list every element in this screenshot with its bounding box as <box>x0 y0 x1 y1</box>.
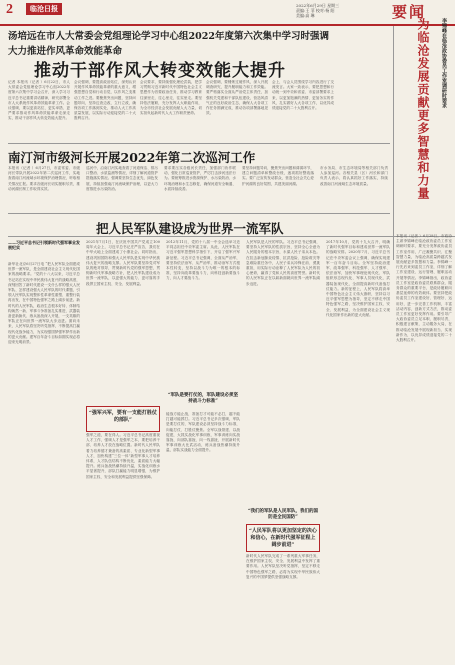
story3-col-3b: 能战方能止战，准备打才可能不必打，越不能打越可能挨打。习近平总书记多次强调，军队是要打仗的，军队建设必须坚持战斗力标准，向能打仗、打胜仗聚焦。全军以战领建、以战促建，大抓实战化军事训练，军事训练向实战靠拢、向部队靠拢、向一线靠拢，开展新时代军事训练大比武活动，练兵备战热潮持续升温，部队实战能力全面提升。 <box>166 412 240 453</box>
story3-col-3: 2012年11月，党的十八届一中全会选举习近平同志担任中央军委主席。从此，人民军队在习近平强军思想科学指引下，开启了强军兴军新征程。习近平总书记强调，全面从严治军，要坚持依法治军、从严治军，推动治军方式根本性转变，坚持以战斗力为唯一的根本的标准，坚持向改革要战斗力，向科技创新要战斗力，向人才要战斗力。 <box>166 240 240 281</box>
story3-headline: 把人民军队建设成为世界一流军队 <box>96 221 284 236</box>
divider <box>8 236 455 237</box>
story2-col-4: 要坚持问题导向，聚焦突出问题和薄弱环节，建立问题清单和整改台账，逐项抓好整改落实。要广泛宣传发动群众，营造全社会关心爱护河湖的良好氛围，共建美丽河湖。 <box>242 166 314 186</box>
divider <box>8 213 390 214</box>
story1-kicker: 汤培远在市人大常委会党组理论学习中心组2022年度第六次集中学习时强调 <box>8 31 329 42</box>
divider <box>8 143 390 144</box>
story1-col-5: 会上，与会人员围绕学习内容进行了交流发言。大家一致表示，要把思想和行动统一到中央和省委、市委部署要求上来，以更加饱满的热情、更加务实的作风，扎实做好人大各项工作，以优异成绩迎接党的二十大胜利召开。 <box>272 80 334 111</box>
quote-box <box>246 524 320 552</box>
story3-col-2: 2021年7月1日，在庆祝中国共产党成立100周年大会上，习近平总书记庄严宣告，我们在中华大地上全面建成了小康社会。同时指出，建设巩固国防和强大人民军队是实现中华民族伟大复兴的战略支撑。人民军队要坚持党对军队的绝对领导，贯彻新时代党的强军思想，贯彻新时代军事战略方针，把人民军队建设成为世界一流军队，以更强大的能力、更可靠的手段捍卫国家主权、安全、发展利益。 <box>86 240 160 286</box>
quote-box-text: “强军兴军，要有一支能打胜仗的部队” <box>89 410 157 423</box>
story1-headline: 推动干部作风大转变效能大提升 <box>34 61 286 81</box>
story2-col-1: 本报讯（记者 ）6月27日，市委常委、市级河长带队开展2022年第二次巡河工作，实地查看南汀河流域水环境保护治理情况，听取相关情况汇报。要求各级河长切实履职尽责，推动河湖长制工作取得实效。 <box>8 166 80 191</box>
story2-col-3: 要求要压实各级河长责任，加强部门协作联动，强化日常巡查管护，严厉打击涉河违法行为。要统筹推进水资源保护、水污染防治、水环境治理和水生态修复，确保河道安全畅通、水质持续改善。 <box>164 166 236 191</box>
masthead <box>0 0 455 26</box>
story2-headline: 南汀河市级河长开展2022年第二次巡河工作 <box>8 150 256 165</box>
story3-col-2b: 强军之道，要在得人。习近平总书记高度重视人才工作，强调人才是强军之本，要把培养干部、培养人才放在战略位置。新时代人民军队着力培养德才兼备的高素质、专业化新型军事人才，加快构建“三位一体”新型军事人才培养体系，人才队伍结构不断优化，素质能力大幅提升。练兵备战热潮持续升温，实战化训练水平显著提升，部队打赢能力明显增强，为维护国家主权、安全和发展利益提供坚强保障。 <box>86 433 160 479</box>
quote-box-text: “人民军队将以更加坚定的决心和信心，在新时代强军征程上阔步前进” <box>249 528 317 548</box>
story3-left-kicker: ——习近平总书记引领新时代强军事业发展纪实 <box>8 240 80 250</box>
column-rule <box>393 26 394 260</box>
story3-col-5: 2017年10月，党的十九大召开，明确了新时代强军目标和建成世界一流军队的战略安排。2020年7月，习近平总书记在中央军委会议上强调，确保实现建军一百年奋斗目标。全军坚持政治建军、改革强军、科技强军、人才强军、依法治军，加快军事理论现代化、军队组织形态现代化、军事人员现代化、武器装备现代化，全面提高新时代备战打仗能力。新的征程上，人民军队将高举中国特色社会主义伟大旗帜，坚持以习近平强军思想为指导，坚定不移走中国特色强军之路，坚决维护国家主权、安全、发展利益，为全面建设社会主义现代化国家作出新的更大贡献。 <box>326 240 390 317</box>
story1-subhead: 大力推进作风革命效能革命 <box>8 46 123 57</box>
story1-col-2: 会议强调，要提高政治站位，深刻认识开展作风革命效能革命的重大意义，增强思想自觉和行动自觉，以作风之变推动工作之进。要聚焦突出问题，坚持问题导向，坚持边查边改、立行立改，确保各项工作落到实处，推动人大工作高质量发展，以实际行动迎接党的二十大胜利召开。 <box>74 80 136 121</box>
sidebar-col-1: 本报讯（记者 ）6月28日，市政协主席李锦峰在临沧政协委员工作室调研时要求，要充分发挥政协委员工作室作用，广泛凝聚共识、汇聚智慧力量，为临沧高质量跨越式发展贡献更多智慧和力量。李锦峰一行先后来到委员工作室，详细了解工作室建设、运行管理、履职活动开展等情况。李锦峰指出，政协委员工作室是政协委员联系群众、服务群众的重要平台，是政协履职向基层延伸的有效载体。要坚持把政协委员工作室建设好、管理好、运用好，进一步完善工作机制，丰富活动内容，创新方式方法，推动委员工作室更好发挥作用。要引导广大政协委员立足本职、履职尽责，积极建言献策，主动服务大局，在推动临沧发展中展现新担当、实现新作为，以优异成绩迎接党的二十大胜利召开。 <box>396 234 452 343</box>
quote-box <box>86 406 160 432</box>
story3-col-4: 人民军队是人民的军队。习近平总书记强调，要坚持人民军队的性质宗旨，坚持全心全意为人民服务的根本宗旨，永葆人民子弟兵本色。在抗击新冠肺炎疫情、抗洪抢险、抢险救灾等急难险重任务中，人民子弟兵冲锋在前、勇挑重担，用实际行动诠释了人民军队为人民的初心使命，赢得了党和人民的高度赞誉。新时代的人民军队正在以崭新面貌向世界一流军队阔步迈进。 <box>246 240 320 286</box>
story3-col-4b: 新时代人民军队完成了一系列重大军事任务，在维护国家主权、安全、发展利益中发挥了重要作用。人民军队坚决听党指挥，坚定不移走中国特色强军之路，必将为实现中华民族伟大复兴的中国梦提供坚强战略支撑。 <box>246 554 320 579</box>
story3-bottom-subhead-1: “我们的军队是人民军队，我们的国防是全民国防” <box>247 509 319 520</box>
story3-mid-subhead: “军队是要打仗的，军队建设必须坚持战斗力标准” <box>167 393 239 404</box>
page-number: 2 <box>6 2 13 17</box>
story3-col-1: 新华社北京6月27日电 “把人民军队全面建成世界一流军队，是全面建设社会主义现代化国家的战略要求。”党的十八大以来，习近平总书记站在实现中华民族伟大复兴的战略高度，深刻回答了新时代建设一支什么样的强大人民军队、怎样建设强大人民军队的时代课题，引领人民军队实现整体性革命性重塑、重整行装再出发，在中国特色强军之路上阔步前进。新时代的人民军队，政治生态根本好转、体制结构焕然一新、军事斗争准备扎实推进、武器装备更新换代、练兵备战深入开展，一支英雄的军队正在向世界一流军队大步迈进。面向未来，人民军队将坚决听党指挥，不断提高打赢现代化战争能力，为实现强国梦强军梦作出新的更大贡献。建军百年奋斗目标如期实现必将迎来光明前景。 <box>8 262 80 345</box>
date-line: 2022年6月29日 星期三 责编:王 菲 校对:杨 阳 美编:高 琳 <box>296 3 340 18</box>
section-title: 要闻 <box>392 3 427 21</box>
story2-col-2: 巡河中，沿南汀河实地查看了河道保洁、排污口整治、水质监测等情况，详细了解河道管护措施落实情况。强调要坚持生态优先、绿色发展，持续加强南汀河流域保护治理，以更大力度推进水污染防治。 <box>86 166 158 191</box>
story1-col-1: 记者 本报讯（记者 ）6月22日，市人大常委会党组理论学习中心组2022年度第六次集中学习会召开，深入学习习近平总书记重要讲话精神，研究部署全市人大系统作风革命效能革命工作。会议强调，要以更高站位、更实举措、更严要求推动作风革命效能革命走深走实，推动干部作风大转变效能大提升。 <box>8 80 70 121</box>
story1-col-4: 会议强调，要锤炼过硬作风，深入开展调查研究，提升履职能力和工作效能。要严格落实全面从严治党主体责任，加强机关党建和干部队伍建设，营造风清气正的良好政治生态，确保人大各项工作任务圆满完成，推动各项部署落地见效。 <box>206 80 268 116</box>
paper-logo: 临沧日报 <box>26 3 62 15</box>
story2-col-5: 市水务局、市生态环境局等相关部门负责人参加巡河。各相关县（区）河长和部门负责人表示，将认真抓好工作落实，持续改善南汀河流域生态环境质量。 <box>320 166 388 186</box>
sidebar-headline: 为临沧发展贡献更多智慧和力量 <box>416 18 430 200</box>
sidebar-kicker: 李锦峰在临沧政协委员工作室调研时要求 <box>441 18 447 108</box>
story1-col-3: 会议要求，要持续强化理论武装，把学习贯彻习近平新时代中国特色社会主义思想作为首要政治任务，推动学习教育往深里走、往心里走、往实里走。要坚持依法履职，充分发挥人大职能作用，为全市经济社会发展贡献人大力量，切实担负起新时代人大工作职责使命。 <box>140 80 202 116</box>
